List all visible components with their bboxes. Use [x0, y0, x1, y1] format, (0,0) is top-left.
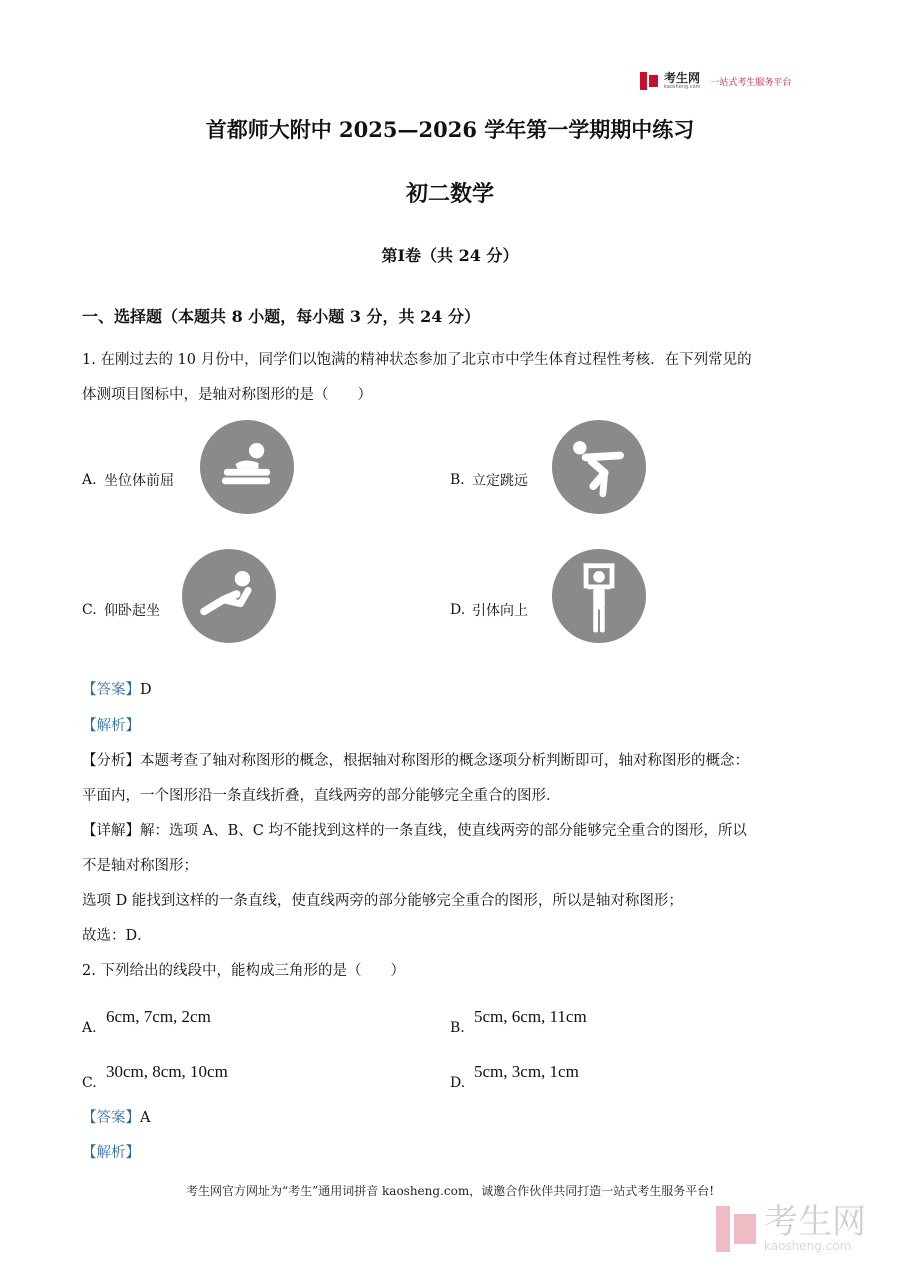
answer-value: A — [140, 1110, 151, 1126]
sit-and-reach-icon — [199, 419, 295, 515]
watermark-logo-icon — [716, 1206, 756, 1252]
q1-option-a — [82, 470, 174, 490]
option-text: 仰卧起坐 — [104, 603, 160, 619]
q1-fenxi-line1 — [82, 753, 749, 770]
q2-answer — [82, 1110, 150, 1127]
q1-stem-line2: 体测项目图标中，是轴对称图形的是（ ） — [82, 387, 372, 403]
q1-detail-line2: 不是轴对称图形； — [82, 858, 198, 874]
q1-option-d — [450, 600, 528, 620]
option-text: 5cm, 3cm, 1cm — [474, 1062, 579, 1081]
q2-option-c — [82, 1053, 228, 1091]
option-label: C. — [82, 602, 97, 618]
q2-option-d — [450, 1053, 579, 1091]
logo-name: 考生网 — [664, 71, 701, 85]
detail-tag: 【详解】 — [82, 823, 140, 839]
option-label: D. — [450, 1075, 466, 1091]
q1-fenxi-line2: 平面内，一个图形沿一条直线折叠，直线两旁的部分能够完全重合的图形． — [82, 788, 561, 804]
option-label: B. — [450, 472, 465, 488]
q2-option-b — [450, 998, 587, 1036]
q1-option-b — [450, 470, 528, 490]
q1-detail-line4: 故选：D． — [82, 928, 152, 944]
standing-long-jump-icon — [551, 419, 647, 515]
q1-analysis-tag: 【解析】 — [82, 718, 140, 734]
sit-up-icon — [181, 548, 277, 644]
page-footer: 考生网官方网址为“考生”通用词拼音 kaosheng.com，诚邀合作伙伴共同打造一站式考生服务平台! — [185, 1184, 715, 1198]
q1-stem-line1: 1. 在刚过去的 10 月份中，同学们以饱满的精神状态参加了北京市中学生体育过程性考核．在下列常见的 — [82, 352, 752, 368]
option-label: D. — [450, 602, 466, 618]
answer-tag: 【答案】 — [82, 1110, 140, 1126]
watermark — [716, 1202, 866, 1253]
option-text: 6cm, 7cm, 2cm — [106, 1007, 211, 1026]
detail-text: 解：选项 A、B、C 均不能找到这样的一条直线，使直线两旁的部分能够完全重合的图形，所以 — [140, 823, 747, 839]
brand-logo-icon — [640, 72, 658, 90]
q2-stem: 2. 下列给出的线段中，能构成三角形的是（ ） — [82, 963, 405, 979]
volume-title: 第Ⅰ卷（共 24 分） — [381, 246, 519, 265]
option-label: C. — [82, 1075, 97, 1091]
option-text: 引体向上 — [472, 603, 528, 619]
watermark-text — [764, 1202, 866, 1253]
q2-analysis-tag: 【解析】 — [82, 1145, 140, 1161]
header-logo — [640, 72, 791, 90]
option-text: 坐位体前屈 — [104, 473, 174, 489]
answer-tag: 【答案】 — [82, 682, 140, 698]
q2-option-a — [82, 998, 211, 1036]
q1-detail-line1 — [82, 823, 747, 840]
subject-title: 初二数学 — [405, 181, 494, 207]
option-label: B. — [450, 1020, 465, 1036]
option-text: 30cm, 8cm, 10cm — [106, 1062, 228, 1081]
watermark-sub: kaosheng.com — [764, 1239, 852, 1253]
option-text: 立定跳远 — [472, 473, 528, 489]
pull-up-icon — [551, 548, 647, 644]
fenxi-tag: 【分析】 — [82, 753, 140, 769]
logo-slogan: 一站式考生服务平台 — [710, 77, 792, 88]
fenxi-text: 本题考查了轴对称图形的概念，根据轴对称图形的概念逐项分析判断即可，轴对称图形的概念： — [140, 753, 749, 769]
option-text: 5cm, 6cm, 11cm — [474, 1007, 587, 1026]
logo-text — [664, 72, 700, 90]
q1-option-c — [82, 600, 160, 620]
option-label: A. — [82, 1020, 97, 1036]
section-heading: 一、选择题（本题共 8 小题，每小题 3 分，共 24 分） — [82, 307, 480, 326]
q1-detail-line3: 选项 D 能找到这样的一条直线，使直线两旁的部分能够完全重合的图形，所以是轴对称图形； — [82, 893, 683, 909]
option-label: A. — [82, 472, 97, 488]
q1-answer — [82, 682, 152, 699]
logo-sub: kaosheng.com — [664, 84, 701, 90]
answer-value: D — [140, 682, 152, 698]
exam-title: 首都师大附中 2025—2026 学年第一学期期中练习 — [205, 117, 695, 142]
watermark-name: 考生网 — [764, 1202, 866, 1242]
